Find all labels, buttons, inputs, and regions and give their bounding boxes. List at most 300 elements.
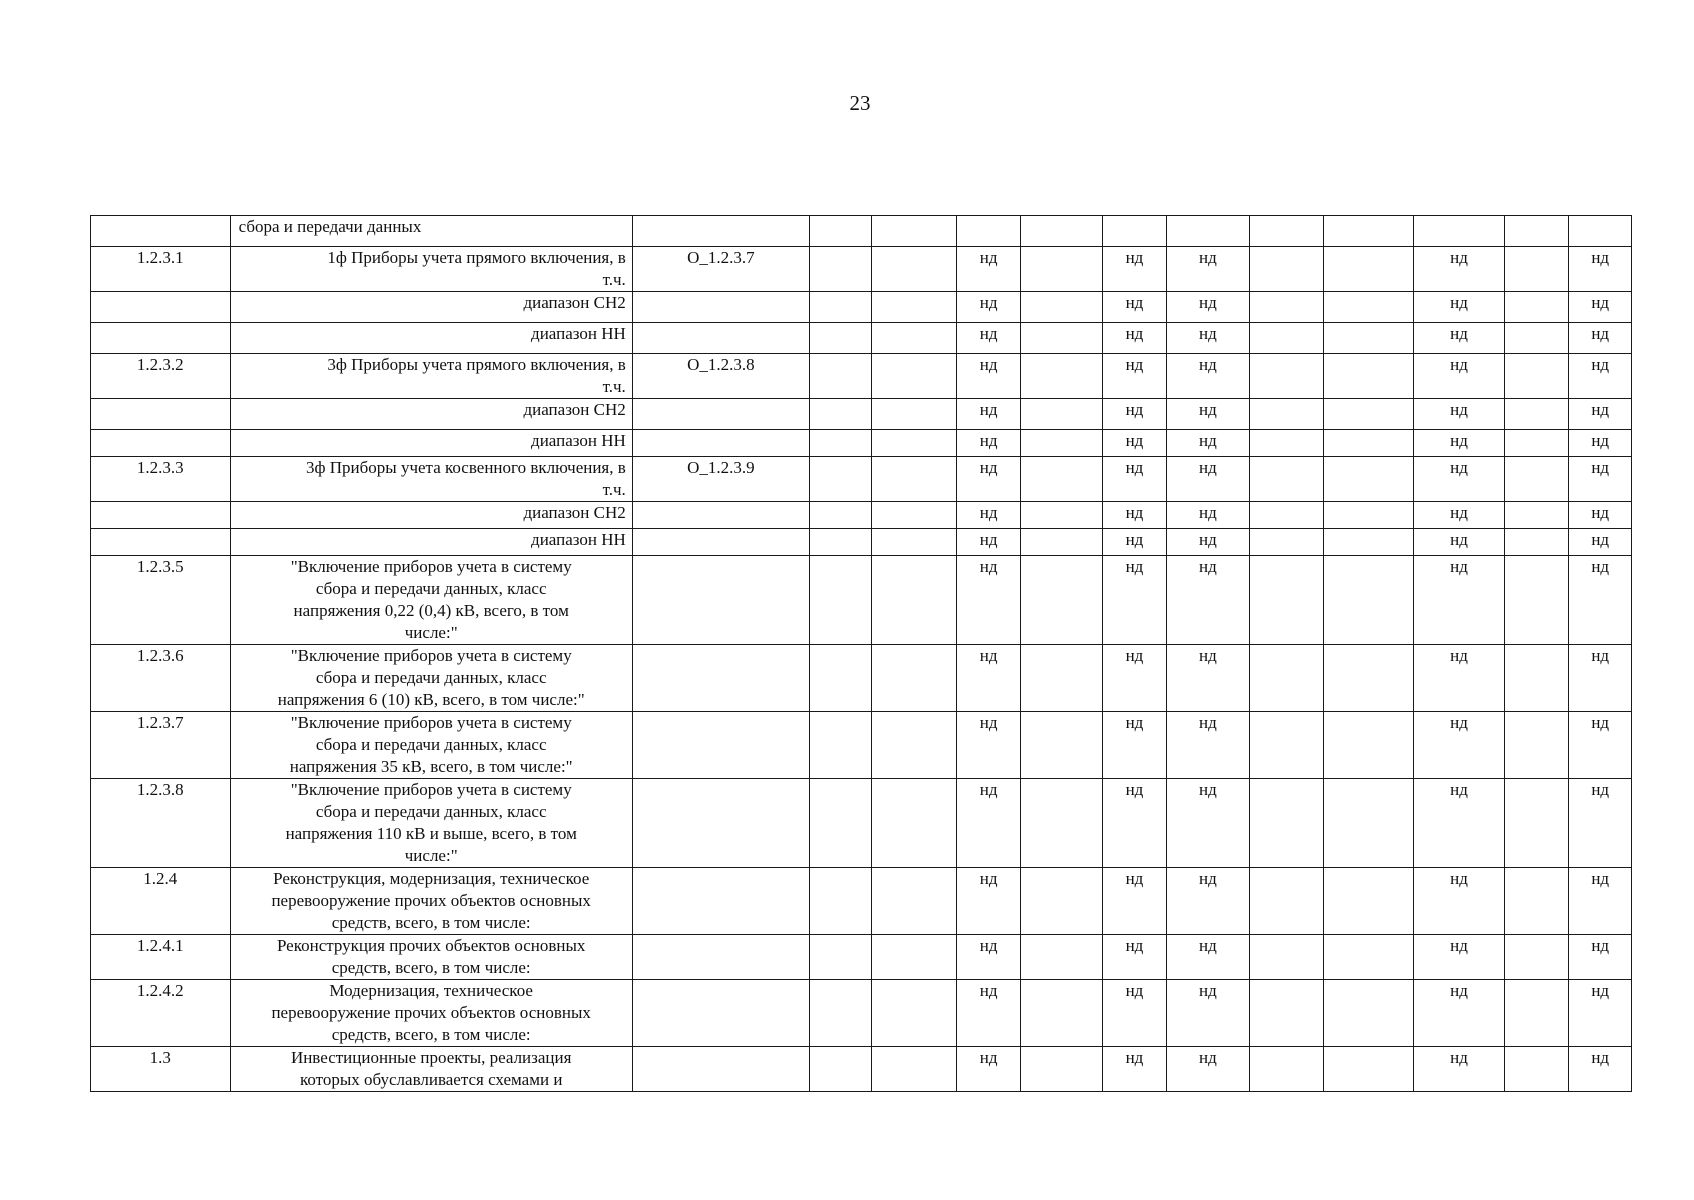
row-name-line: сбора и передачи данных, класс <box>315 579 547 598</box>
row-name-line: "Включение приборов учета в систему <box>290 780 572 799</box>
row-code-cell: 1.2.3.7 <box>91 712 231 779</box>
row-code-cell: 1.2.3.8 <box>91 779 231 868</box>
row-code-cell <box>91 529 231 556</box>
value-cell <box>872 712 956 779</box>
row-name-cell <box>230 292 632 323</box>
value-cell <box>1249 980 1323 1047</box>
table-row <box>91 868 1632 935</box>
value-cell <box>872 556 956 645</box>
value-cell <box>1504 529 1569 556</box>
value-cell: нд <box>1102 247 1167 292</box>
row-name-line: диапазон НН <box>531 530 626 549</box>
value-cell: нд <box>1167 556 1249 645</box>
row-name-line: сбора и передачи данных <box>238 217 422 236</box>
row-name-line: т.ч. <box>602 270 626 289</box>
value-cell: нд <box>956 354 1021 399</box>
value-cell: нд <box>1569 430 1632 457</box>
value-cell: нд <box>1569 457 1632 502</box>
table-row <box>91 712 1632 779</box>
value-cell <box>1021 529 1102 556</box>
value-cell <box>1323 779 1414 868</box>
value-cell <box>1249 779 1323 868</box>
value-cell: нд <box>1414 935 1505 980</box>
value-cell <box>1323 935 1414 980</box>
value-cell <box>1504 457 1569 502</box>
value-cell <box>1249 529 1323 556</box>
value-cell: нд <box>1569 980 1632 1047</box>
row-name-line: средств, всего, в том числе: <box>331 913 531 932</box>
value-cell: нд <box>1414 323 1505 354</box>
value-cell: нд <box>956 430 1021 457</box>
value-cell: нд <box>1414 712 1505 779</box>
row-code-cell: 1.2.3.1 <box>91 247 231 292</box>
value-cell: нд <box>1414 292 1505 323</box>
value-cell <box>809 980 872 1047</box>
table-row <box>91 529 1632 556</box>
row-code-cell: 1.2.3.2 <box>91 354 231 399</box>
value-cell <box>809 712 872 779</box>
value-cell <box>809 457 872 502</box>
table-row <box>91 457 1632 502</box>
value-cell <box>1504 354 1569 399</box>
table-row <box>91 292 1632 323</box>
row-identifier-cell <box>632 430 809 457</box>
value-cell: нд <box>1102 556 1167 645</box>
row-code-cell: 1.2.3.6 <box>91 645 231 712</box>
value-cell <box>809 779 872 868</box>
value-cell: нд <box>1569 556 1632 645</box>
value-cell: нд <box>956 323 1021 354</box>
value-cell <box>1504 430 1569 457</box>
value-cell <box>1249 323 1323 354</box>
value-cell <box>1249 292 1323 323</box>
row-name-line: диапазон СН2 <box>523 293 626 312</box>
value-cell <box>809 502 872 529</box>
row-name-line: диапазон НН <box>531 431 626 450</box>
row-identifier-cell <box>632 779 809 868</box>
value-cell <box>1323 556 1414 645</box>
value-cell <box>1021 1047 1102 1092</box>
table-row <box>91 980 1632 1047</box>
value-cell <box>809 323 872 354</box>
value-cell: нд <box>1102 779 1167 868</box>
value-cell: нд <box>956 556 1021 645</box>
value-cell: нд <box>1414 779 1505 868</box>
row-name-cell <box>230 980 632 1047</box>
row-name-cell <box>230 247 632 292</box>
value-cell <box>1249 354 1323 399</box>
value-cell <box>1021 645 1102 712</box>
value-cell <box>1504 1047 1569 1092</box>
value-cell: нд <box>1569 1047 1632 1092</box>
row-name-line: перевооружение прочих объектов основных <box>271 1003 591 1022</box>
value-cell: нд <box>956 502 1021 529</box>
value-cell <box>872 779 956 868</box>
value-cell: нд <box>1414 247 1505 292</box>
value-cell <box>872 1047 956 1092</box>
value-cell: нд <box>1167 645 1249 712</box>
value-cell <box>1021 292 1102 323</box>
row-name-cell <box>230 556 632 645</box>
value-cell: нд <box>1102 529 1167 556</box>
value-cell: нд <box>956 779 1021 868</box>
value-cell <box>1504 399 1569 430</box>
table-body <box>91 216 1632 1092</box>
value-cell: нд <box>1569 354 1632 399</box>
value-cell: нд <box>1167 292 1249 323</box>
value-cell: нд <box>1102 323 1167 354</box>
row-name-cell <box>230 354 632 399</box>
row-name-line: средств, всего, в том числе: <box>331 958 531 977</box>
value-cell <box>1249 935 1323 980</box>
value-cell <box>1323 1047 1414 1092</box>
row-identifier-cell <box>632 399 809 430</box>
value-cell: нд <box>1167 247 1249 292</box>
value-cell <box>1021 247 1102 292</box>
value-cell: нд <box>1414 556 1505 645</box>
value-cell <box>956 216 1021 247</box>
row-name-line: Реконструкция, модернизация, техническое <box>273 869 590 888</box>
value-cell <box>1504 868 1569 935</box>
table-row <box>91 502 1632 529</box>
value-cell <box>872 292 956 323</box>
row-identifier-cell: О_1.2.3.9 <box>632 457 809 502</box>
value-cell <box>1249 502 1323 529</box>
row-name-line: сбора и передачи данных, класс <box>315 668 547 687</box>
value-cell: нд <box>1414 502 1505 529</box>
value-cell: нд <box>1167 502 1249 529</box>
row-name-line: сбора и передачи данных, класс <box>315 802 547 821</box>
table-row <box>91 645 1632 712</box>
value-cell <box>809 399 872 430</box>
value-cell <box>1414 216 1505 247</box>
table-row <box>91 216 1632 247</box>
value-cell <box>1323 502 1414 529</box>
value-cell: нд <box>1569 645 1632 712</box>
row-name-line: Реконструкция прочих объектов основных <box>276 936 586 955</box>
row-name-line: Инвестиционные проекты, реализация <box>290 1048 572 1067</box>
table-row <box>91 430 1632 457</box>
value-cell: нд <box>1102 712 1167 779</box>
value-cell <box>872 430 956 457</box>
value-cell <box>1021 779 1102 868</box>
value-cell: нд <box>1569 529 1632 556</box>
row-name-cell <box>230 216 632 247</box>
value-cell: нд <box>1167 935 1249 980</box>
value-cell <box>1249 556 1323 645</box>
value-cell <box>1021 980 1102 1047</box>
value-cell: нд <box>1167 779 1249 868</box>
value-cell: нд <box>1414 645 1505 712</box>
value-cell <box>872 457 956 502</box>
row-name-cell <box>230 645 632 712</box>
value-cell: нд <box>1414 399 1505 430</box>
value-cell <box>1323 980 1414 1047</box>
value-cell <box>1102 216 1167 247</box>
row-code-cell: 1.3 <box>91 1047 231 1092</box>
value-cell: нд <box>1569 247 1632 292</box>
value-cell <box>1504 935 1569 980</box>
value-cell <box>809 645 872 712</box>
row-code-cell <box>91 399 231 430</box>
value-cell <box>872 529 956 556</box>
value-cell <box>1504 216 1569 247</box>
value-cell <box>809 868 872 935</box>
value-cell <box>872 935 956 980</box>
row-code-cell <box>91 430 231 457</box>
value-cell: нд <box>1102 645 1167 712</box>
value-cell: нд <box>1102 502 1167 529</box>
value-cell: нд <box>956 399 1021 430</box>
row-identifier-cell <box>632 556 809 645</box>
value-cell: нд <box>1569 779 1632 868</box>
row-name-line: средств, всего, в том числе: <box>331 1025 531 1044</box>
row-code-cell <box>91 292 231 323</box>
value-cell <box>1021 712 1102 779</box>
value-cell <box>1504 645 1569 712</box>
value-cell: нд <box>1167 354 1249 399</box>
value-cell: нд <box>1167 430 1249 457</box>
value-cell <box>1504 323 1569 354</box>
value-cell: нд <box>1167 1047 1249 1092</box>
value-cell <box>1021 502 1102 529</box>
value-cell <box>1504 779 1569 868</box>
value-cell <box>1249 216 1323 247</box>
value-cell <box>1249 868 1323 935</box>
value-cell: нд <box>1569 935 1632 980</box>
row-identifier-cell <box>632 502 809 529</box>
row-name-cell <box>230 779 632 868</box>
value-cell <box>1249 457 1323 502</box>
row-name-cell <box>230 323 632 354</box>
row-name-line: сбора и передачи данных, класс <box>315 735 547 754</box>
row-identifier-cell <box>632 1047 809 1092</box>
value-cell <box>1504 712 1569 779</box>
value-cell: нд <box>1414 457 1505 502</box>
row-name-line: напряжения 0,22 (0,4) кВ, всего, в том <box>293 601 569 620</box>
value-cell: нд <box>956 868 1021 935</box>
value-cell: нд <box>1414 980 1505 1047</box>
value-cell <box>1249 712 1323 779</box>
value-cell: нд <box>1167 868 1249 935</box>
value-cell: нд <box>1102 430 1167 457</box>
row-name-line: Модернизация, техническое <box>329 981 533 1000</box>
value-cell: нд <box>956 247 1021 292</box>
row-identifier-cell <box>632 216 809 247</box>
table-row <box>91 556 1632 645</box>
value-cell <box>872 399 956 430</box>
row-name-line: диапазон СН2 <box>523 400 626 419</box>
value-cell: нд <box>1102 399 1167 430</box>
value-cell <box>809 556 872 645</box>
value-cell <box>1021 399 1102 430</box>
value-cell <box>1021 430 1102 457</box>
value-cell <box>809 529 872 556</box>
value-cell: нд <box>956 645 1021 712</box>
row-name-line: 3ф Приборы учета косвенного включения, в <box>306 458 626 477</box>
value-cell: нд <box>1569 868 1632 935</box>
row-name-cell <box>230 399 632 430</box>
row-identifier-cell <box>632 292 809 323</box>
row-name-cell <box>230 1047 632 1092</box>
value-cell <box>1323 247 1414 292</box>
value-cell <box>809 247 872 292</box>
value-cell <box>1504 556 1569 645</box>
value-cell <box>872 645 956 712</box>
value-cell <box>1021 354 1102 399</box>
row-identifier-cell <box>632 645 809 712</box>
value-cell <box>1249 645 1323 712</box>
row-name-line: числе:" <box>404 623 458 642</box>
row-name-cell <box>230 935 632 980</box>
row-code-cell: 1.2.4.2 <box>91 980 231 1047</box>
table-row <box>91 935 1632 980</box>
value-cell: нд <box>956 457 1021 502</box>
value-cell: нд <box>956 529 1021 556</box>
row-name-line: напряжения 110 кВ и выше, всего, в том <box>285 824 577 843</box>
row-name-cell <box>230 868 632 935</box>
value-cell: нд <box>1102 935 1167 980</box>
value-cell <box>1504 980 1569 1047</box>
table-row <box>91 323 1632 354</box>
value-cell: нд <box>1102 354 1167 399</box>
row-identifier-cell: О_1.2.3.8 <box>632 354 809 399</box>
value-cell: нд <box>1414 868 1505 935</box>
value-cell: нд <box>1167 712 1249 779</box>
row-identifier-cell <box>632 712 809 779</box>
row-identifier-cell <box>632 323 809 354</box>
row-identifier-cell <box>632 529 809 556</box>
value-cell <box>1323 216 1414 247</box>
value-cell <box>1021 556 1102 645</box>
value-cell: нд <box>1167 457 1249 502</box>
row-code-cell: 1.2.4.1 <box>91 935 231 980</box>
row-code-cell: 1.2.3.5 <box>91 556 231 645</box>
investment-table <box>90 215 1632 1092</box>
value-cell <box>1323 354 1414 399</box>
value-cell <box>1323 868 1414 935</box>
value-cell <box>872 247 956 292</box>
row-name-line: "Включение приборов учета в систему <box>290 646 572 665</box>
value-cell <box>1249 430 1323 457</box>
row-identifier-cell <box>632 868 809 935</box>
value-cell: нд <box>1167 529 1249 556</box>
row-name-cell <box>230 502 632 529</box>
value-cell: нд <box>1167 399 1249 430</box>
row-name-cell <box>230 712 632 779</box>
value-cell <box>1323 430 1414 457</box>
row-code-cell: 1.2.4 <box>91 868 231 935</box>
value-cell <box>809 430 872 457</box>
row-code-cell: 1.2.3.3 <box>91 457 231 502</box>
value-cell: нд <box>1569 399 1632 430</box>
value-cell <box>872 323 956 354</box>
row-name-cell <box>230 430 632 457</box>
value-cell <box>872 868 956 935</box>
row-code-cell <box>91 502 231 529</box>
value-cell <box>809 1047 872 1092</box>
row-name-line: 1ф Приборы учета прямого включения, в <box>327 248 626 267</box>
value-cell: нд <box>956 292 1021 323</box>
value-cell <box>1323 529 1414 556</box>
value-cell <box>1323 399 1414 430</box>
value-cell: нд <box>956 1047 1021 1092</box>
value-cell: нд <box>1102 980 1167 1047</box>
row-identifier-cell: О_1.2.3.7 <box>632 247 809 292</box>
value-cell: нд <box>956 935 1021 980</box>
value-cell <box>1167 216 1249 247</box>
row-name-line: перевооружение прочих объектов основных <box>271 891 591 910</box>
value-cell <box>872 502 956 529</box>
value-cell: нд <box>1569 292 1632 323</box>
value-cell: нд <box>1102 292 1167 323</box>
value-cell: нд <box>1569 712 1632 779</box>
value-cell: нд <box>1167 980 1249 1047</box>
value-cell <box>1021 323 1102 354</box>
value-cell <box>872 216 956 247</box>
row-name-line: диапазон СН2 <box>523 503 626 522</box>
row-identifier-cell <box>632 980 809 1047</box>
row-name-line: которых обуславливается схемами и <box>299 1070 563 1089</box>
row-code-cell <box>91 216 231 247</box>
value-cell <box>1323 712 1414 779</box>
table-row <box>91 354 1632 399</box>
row-name-cell <box>230 457 632 502</box>
row-name-line: 3ф Приборы учета прямого включения, в <box>327 355 626 374</box>
value-cell <box>1249 1047 1323 1092</box>
value-cell: нд <box>1569 502 1632 529</box>
value-cell: нд <box>956 712 1021 779</box>
row-identifier-cell <box>632 935 809 980</box>
row-name-line: т.ч. <box>602 480 626 499</box>
value-cell: нд <box>1102 868 1167 935</box>
value-cell <box>1249 399 1323 430</box>
value-cell: нд <box>1414 354 1505 399</box>
value-cell <box>809 354 872 399</box>
value-cell: нд <box>1102 1047 1167 1092</box>
table-row <box>91 399 1632 430</box>
row-name-line: т.ч. <box>602 377 626 396</box>
value-cell: нд <box>1414 430 1505 457</box>
value-cell: нд <box>956 980 1021 1047</box>
value-cell <box>1323 292 1414 323</box>
value-cell <box>1021 868 1102 935</box>
row-name-line: "Включение приборов учета в систему <box>290 713 572 732</box>
value-cell <box>1504 247 1569 292</box>
value-cell <box>1021 216 1102 247</box>
row-name-line: напряжения 6 (10) кВ, всего, в том числе:" <box>277 690 585 709</box>
value-cell: нд <box>1569 323 1632 354</box>
page-number: 23 <box>849 91 871 115</box>
value-cell <box>809 935 872 980</box>
table-row <box>91 1047 1632 1092</box>
row-name-line: числе:" <box>404 846 458 865</box>
value-cell: нд <box>1414 1047 1505 1092</box>
value-cell <box>1323 323 1414 354</box>
value-cell <box>1249 247 1323 292</box>
value-cell: нд <box>1102 457 1167 502</box>
table-row <box>91 779 1632 868</box>
value-cell <box>872 354 956 399</box>
value-cell: нд <box>1414 529 1505 556</box>
row-name-line: "Включение приборов учета в систему <box>290 557 572 576</box>
value-cell <box>872 980 956 1047</box>
row-name-cell <box>230 529 632 556</box>
row-code-cell <box>91 323 231 354</box>
row-name-line: диапазон НН <box>531 324 626 343</box>
value-cell <box>1504 292 1569 323</box>
value-cell <box>1504 502 1569 529</box>
